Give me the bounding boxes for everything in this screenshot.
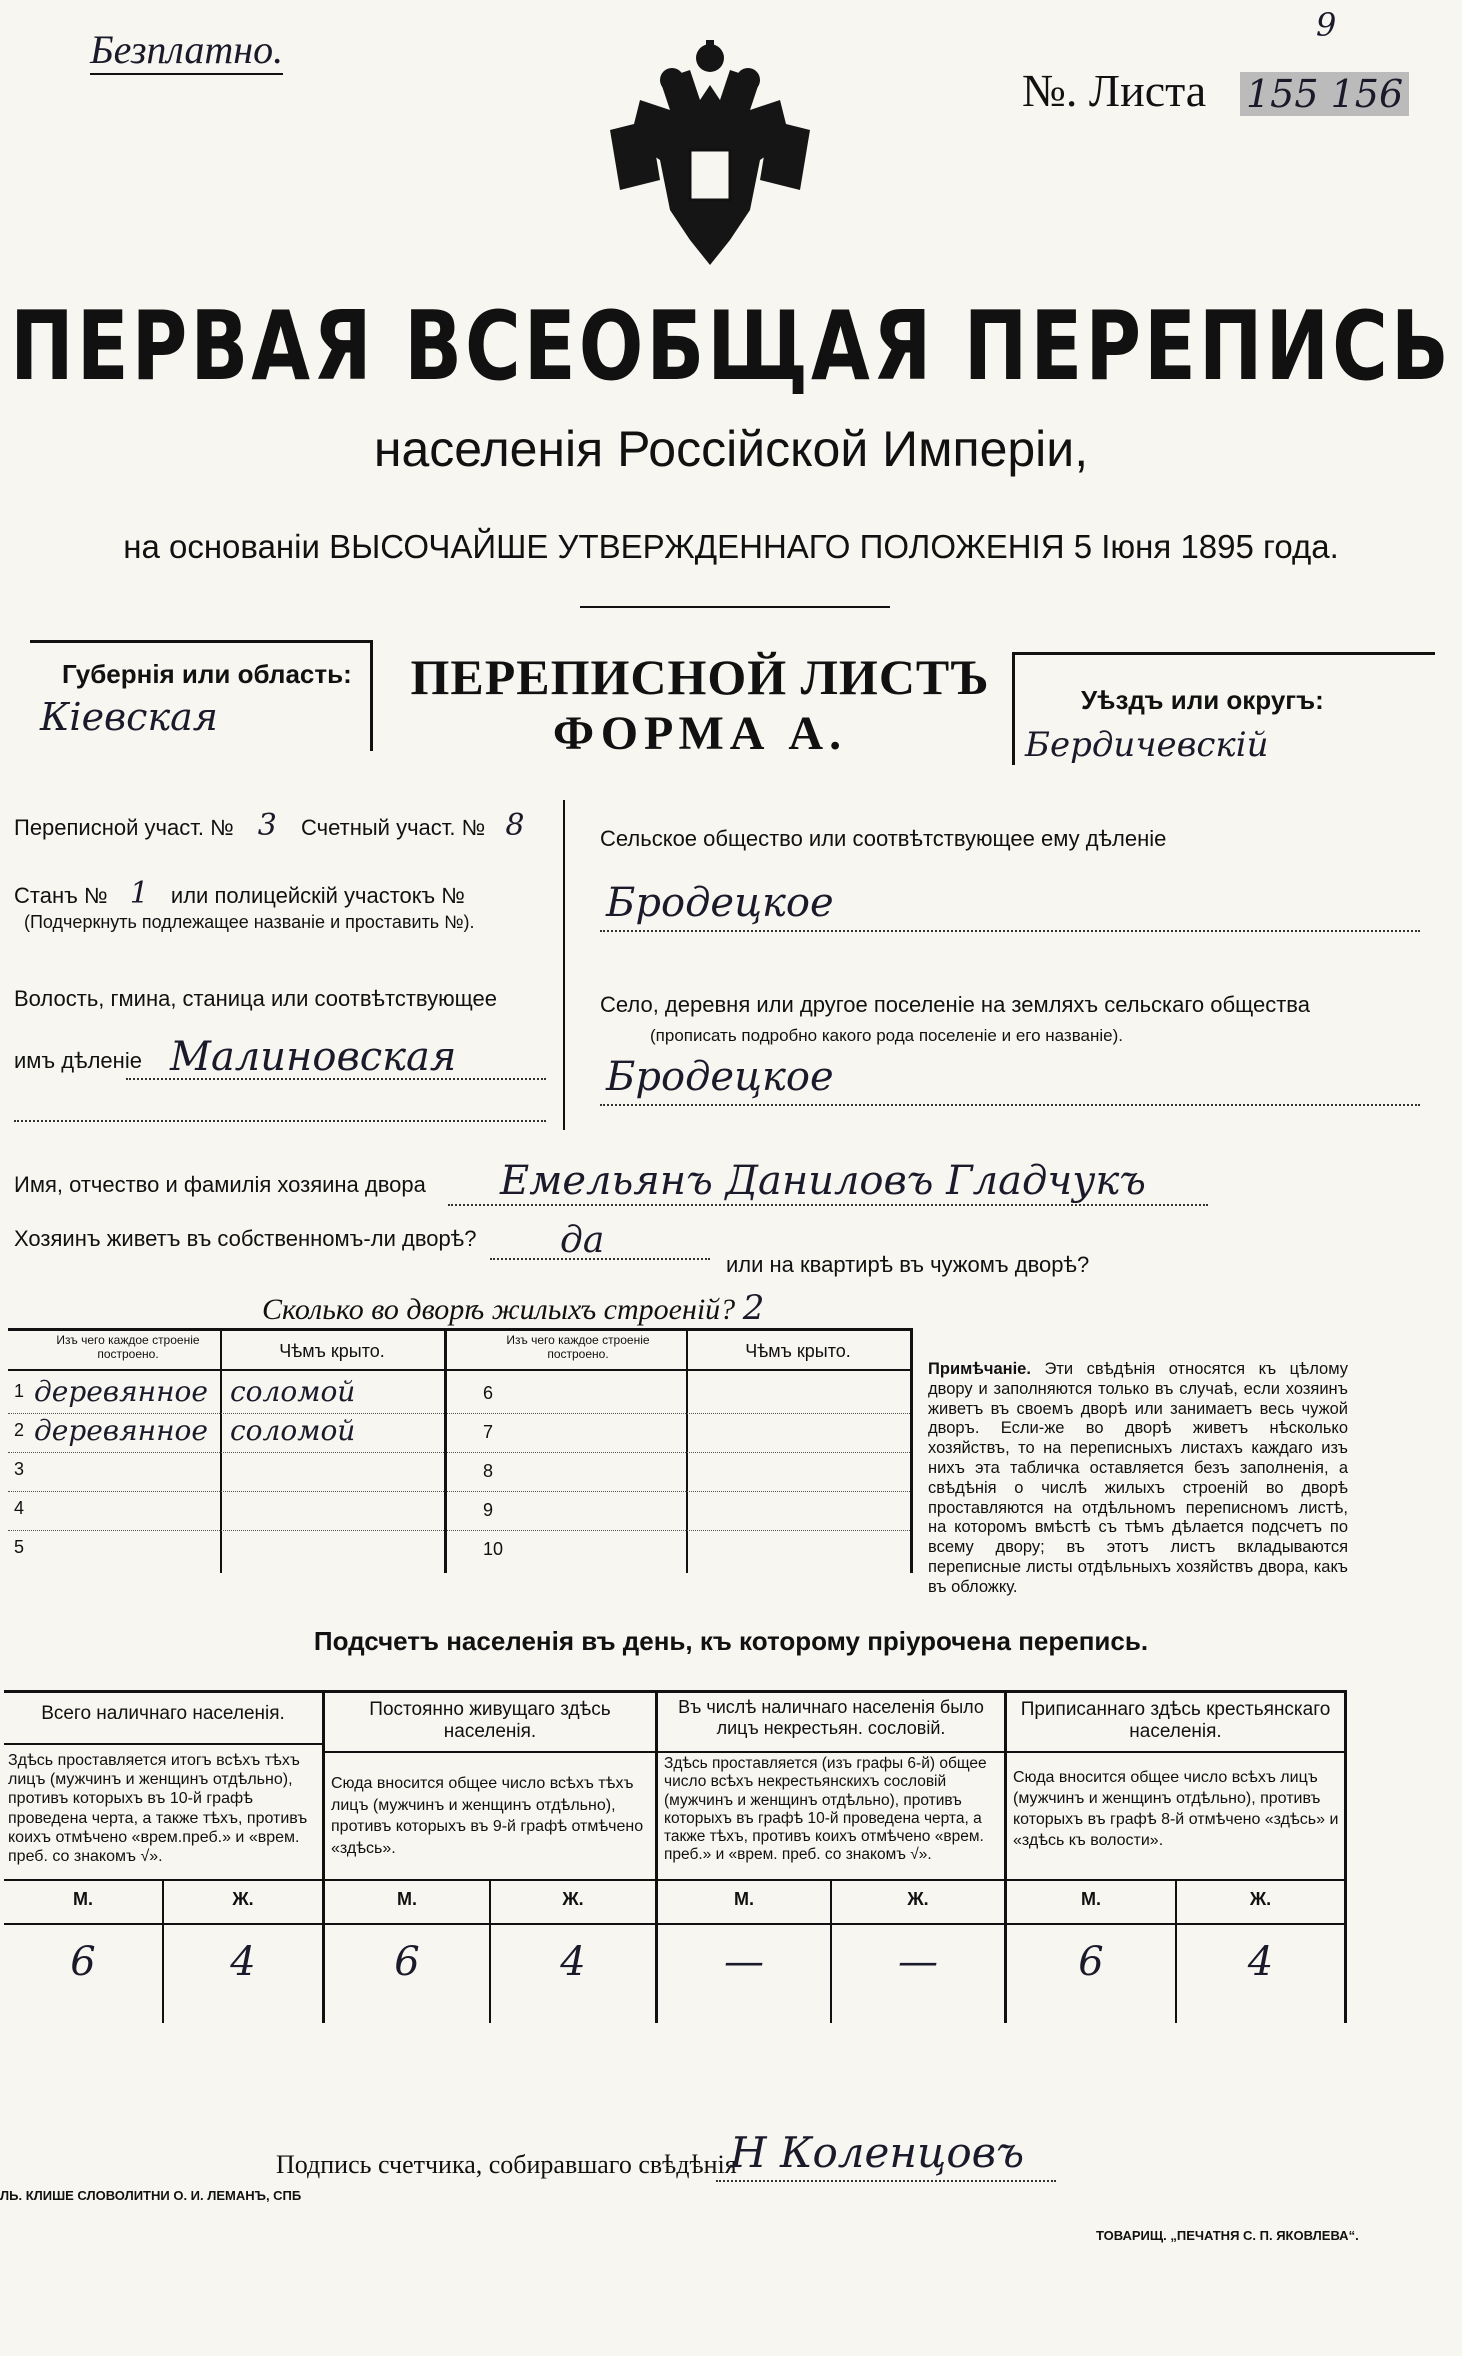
count-desc: Здѣсь проставляется итогъ всѣхъ тѣхъ лицъ (мужчинъ и женщинъ отдѣльно), противъ которыхъ въ 10-й графѣ проведена черта, а также тѣхъ, противъ коихъ отмѣчено «врем.преб.» и «врем. преб. со знакомъ √». — [8, 1752, 308, 1865]
row-number: 10 — [483, 1539, 504, 1559]
society-label: Сельское общество или соотвѣтствующее ему дѣленіе — [600, 826, 1167, 851]
f-label: Ж. — [907, 1889, 929, 1909]
village-value: Бродецкое — [606, 1054, 834, 1100]
row-number: 3 — [14, 1459, 25, 1479]
left-rows — [8, 1375, 444, 1569]
stan-label: Станъ № — [14, 883, 108, 908]
stan-row — [14, 876, 465, 911]
f-value: 4 — [1247, 1939, 1274, 1985]
sheet-number: 155 156 — [1240, 72, 1409, 116]
volost-label-1: Волость, гмина, станица или соотвѣтствующее — [14, 986, 497, 1011]
f-label: Ж. — [1249, 1889, 1272, 1909]
count-col-permanent — [325, 1693, 658, 2023]
note-block — [928, 1360, 1348, 1598]
count-table — [4, 1690, 1347, 2023]
footer-right: ТОВАРИЩ. „ПЕЧАТНЯ С. П. ЯКОВЛЕВА“. — [1096, 2228, 1359, 2243]
left-material-header: Изъ чего каждое строеніе построено. — [56, 1333, 200, 1361]
corner-mark: 9 — [1316, 6, 1337, 44]
society-value: Бродецкое — [606, 880, 834, 926]
table-row — [447, 1414, 910, 1453]
f-value: 4 — [560, 1939, 586, 1985]
buildings-right-header-rule — [447, 1369, 910, 1371]
f-label: Ж. — [232, 1889, 254, 1909]
f-value: — — [898, 1939, 938, 1985]
note-title: Примѣчаніе. — [928, 1360, 1031, 1378]
census-district-value: 3 — [257, 808, 277, 843]
left-roof-header: Чѣмъ крыто. — [279, 1341, 385, 1361]
buildings-table — [8, 1328, 913, 1573]
sheet-label: №. Листа — [1022, 65, 1207, 116]
row-number: 9 — [483, 1500, 494, 1520]
right-rows — [447, 1375, 910, 1569]
row-roof: соломой — [230, 1375, 356, 1408]
table-row — [8, 1531, 444, 1569]
count-col-nonpeasant — [658, 1693, 1007, 2023]
right-material-header: Изъ чего каждое строеніе построено. — [506, 1333, 650, 1361]
note-text: Эти свѣдѣнія относятся къ цѣлому двору и заполняются только въ случаѣ, если хозяинъ живетъ въ своемъ дворѣ или занимаетъ весь чужой дворъ. Если-же во дворѣ живетъ нѣсколько хозяйствъ, то на переписныхъ листахъ каждаго изъ нихъ эта табличка оставляется безъ заполненія, а свѣдѣнія о числѣ жилыхъ строеній во дворѣ проставляются на отдѣльномъ переписномъ листѣ, на которомъ вмѣстѣ съ тѣмъ дѣлается подсчетъ по всему двору; въ этотъ листъ вкладываются переписные листы отдѣльныхъ хозяйствъ двора, какъ въ обложку. — [928, 1360, 1348, 1596]
rent-label: или на квартирѣ въ чужомъ дворѣ? — [726, 1252, 1090, 1277]
row-number: 8 — [483, 1461, 494, 1481]
count-head: Въ числѣ наличнаго населенія было лицъ некрестьян. сословій. — [678, 1697, 984, 1738]
table-row — [8, 1453, 444, 1492]
owner-value: Емельянъ Даниловъ Гладчукъ — [500, 1158, 1146, 1204]
imperial-eagle-emblem — [590, 40, 830, 270]
row-number: 4 — [14, 1498, 25, 1518]
count-desc: Здѣсь проставляется (изъ графы 6-й) общее число всѣхъ некрестьянскихъ сословій (мужчинъ и женщинъ отдѣльно), противъ которыхъ въ графѣ 10-й проведена черта, а также тѣхъ, противъ коихъ отмѣчено «врем. преб.» и «врем. преб. со знакомъ √». — [664, 1755, 987, 1864]
volost-value: Малиновская — [170, 1034, 457, 1080]
society-line — [600, 930, 1420, 932]
counting-district-value: 8 — [505, 808, 525, 843]
m-value: 6 — [1078, 1939, 1104, 1985]
owner-label: Имя, отчество и фамилія хозяина двора — [14, 1172, 426, 1197]
footer-left: ЛЬ. КЛИШЕ СЛОВОЛИТНИ О. И. ЛЕМАНЪ, СПБ — [0, 2188, 302, 2203]
table-row — [8, 1375, 444, 1414]
guberniya-value: Кiевская — [40, 695, 218, 739]
m-value: 6 — [70, 1939, 96, 1985]
m-value: 6 — [394, 1939, 420, 1985]
buildings-label: Сколько во дворѣ жилыхъ строеній? — [262, 1293, 736, 1326]
police-label: или полицейскій участокъ № — [170, 883, 465, 908]
row-number: 7 — [483, 1422, 494, 1442]
stan-note: (Подчеркнуть подлежащее названіе и проставить №). — [24, 912, 475, 932]
f-value: 4 — [230, 1939, 256, 1985]
m-value: — — [724, 1939, 764, 1985]
own-yard-label: Хозяинъ живетъ въ собственномъ-ли дворѣ? — [14, 1226, 477, 1251]
table-row — [447, 1375, 910, 1414]
guberniya-label: Губернія или область: — [62, 659, 352, 689]
subtitle: населенія Россійской Имперіи, — [373, 421, 1089, 477]
table-row — [447, 1453, 910, 1492]
m-label: М. — [397, 1889, 417, 1909]
row-number: 6 — [483, 1383, 494, 1403]
own-yard-value: да — [560, 1220, 605, 1261]
row-number: 5 — [14, 1537, 25, 1557]
form-subtitle: ФОРМА А. — [552, 707, 848, 760]
legal-basis: на основаніи ВЫСОЧАЙШЕ УТВЕРЖДЕННАГО ПОЛОЖЕНІЯ 5 Іюня 1895 года. — [123, 528, 1339, 565]
village-line — [600, 1104, 1420, 1106]
volost-line — [126, 1078, 546, 1080]
guberniya-box — [30, 640, 373, 751]
volost-line-2 — [14, 1120, 546, 1122]
buildings-left-header-rule — [8, 1369, 444, 1371]
row-material: деревянное — [34, 1414, 208, 1447]
own-yard-line — [490, 1258, 710, 1260]
uezd-label: Уѣздъ или округъ: — [1081, 685, 1324, 715]
free-label: Безплатно. — [90, 26, 283, 75]
uezd-value: Бердичевскiй — [1025, 725, 1269, 765]
m-label: М. — [1081, 1889, 1101, 1909]
row-material: деревянное — [34, 1375, 208, 1408]
m-label: М. — [734, 1889, 754, 1909]
count-col-peasant — [1007, 1693, 1344, 2023]
column-divider — [563, 800, 565, 1130]
ornament-divider — [580, 606, 890, 608]
buildings-value: 2 — [742, 1288, 765, 1328]
table-row — [447, 1531, 910, 1569]
stan-value: 1 — [129, 876, 149, 911]
count-head: Постоянно живущаго здѣсь населенія. — [369, 1699, 611, 1742]
right-roof-header: Чѣмъ крыто. — [745, 1341, 851, 1361]
village-label: Село, деревня или другое поселеніе на земляхъ сельскаго общества — [600, 992, 1310, 1017]
counting-district-label: Счетный участ. № — [301, 815, 486, 840]
signature-label: Подпись счетчика, собиравшаго свѣдѣнія — [276, 2150, 737, 2179]
table-row — [447, 1492, 910, 1531]
table-row — [8, 1414, 444, 1453]
f-label: Ж. — [562, 1889, 584, 1909]
row-number: 2 — [14, 1420, 25, 1440]
buildings-row — [262, 1288, 764, 1328]
census-district-row — [14, 808, 524, 844]
signature-line — [716, 2180, 1056, 2182]
row-roof: соломой — [230, 1414, 356, 1447]
volost-label-2: имъ дѣленіе — [14, 1048, 142, 1073]
count-title: Подсчетъ населенія въ день, къ которому пріурочена перепись. — [313, 1626, 1149, 1656]
form-title: ПЕРЕПИСНОЙ ЛИСТЪ — [410, 649, 990, 705]
village-note: (прописать подробно какого рода поселеніе и его названіе). — [650, 1026, 1124, 1045]
signature-value: Н Коленцовъ — [730, 2128, 1025, 2177]
count-col-total — [4, 1693, 325, 2023]
table-row — [8, 1492, 444, 1531]
census-district-label: Переписной участ. № — [14, 815, 234, 840]
count-desc: Сюда вносится общее число всѣхъ лицъ (мужчинъ и женщинъ отдѣльно), противъ которыхъ въ графѣ 8-й отмѣчено «здѣсь» и «здѣсь къ волости». — [1013, 1769, 1339, 1850]
count-head: Всего наличнаго населенія. — [41, 1703, 285, 1724]
uezd-box — [1012, 652, 1435, 765]
row-number: 1 — [14, 1381, 25, 1401]
main-title: ПЕРВАЯ ВСЕОБЩАЯ ПЕРЕПИСЬ — [10, 290, 1452, 402]
owner-line — [448, 1204, 1208, 1206]
count-head: Приписаннаго здѣсь крестьянскаго населенія. — [1020, 1699, 1331, 1742]
count-desc: Сюда вносится общее число всѣхъ тѣхъ лицъ (мужчинъ и женщинъ отдѣльно), противъ которыхъ въ 9-й графѣ отмѣчено «здѣсь». — [331, 1775, 644, 1857]
m-label: М. — [73, 1889, 93, 1909]
